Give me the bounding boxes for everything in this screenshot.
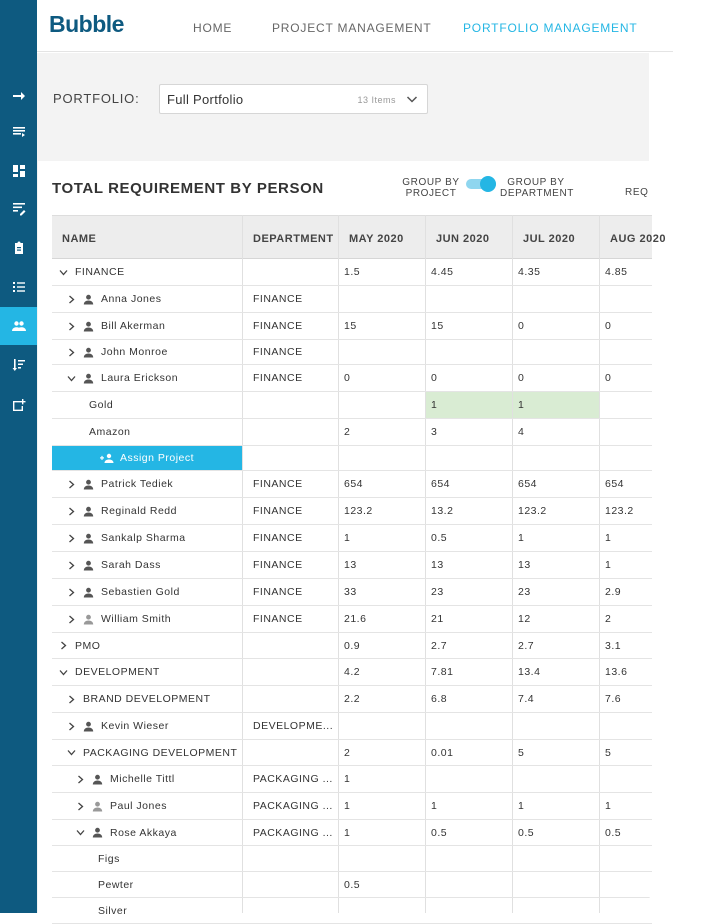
row-name: Silver [98,904,128,917]
row-name: William Smith [101,613,172,625]
chevron-right-icon[interactable] [67,322,76,331]
table-row[interactable] [52,633,652,659]
portfolio-dropdown[interactable] [159,84,428,114]
department-cell: FINANCE [253,346,303,358]
value-cell[interactable]: 4.2 [344,666,361,678]
name-cell [67,606,171,632]
chevron-right-icon[interactable] [67,507,76,516]
value-cell[interactable]: 0 [431,372,438,384]
department-cell: PACKAGING ... [253,826,333,839]
row-name: Bill Akerman [101,320,166,332]
row-name: John Monroe [101,346,168,358]
arrow-right-icon[interactable] [0,77,37,115]
person-icon [83,347,94,358]
table-row[interactable] [52,606,652,633]
value-cell[interactable]: 654 [605,478,625,490]
value-cell[interactable]: 1 [605,532,612,544]
highlighted-cell [426,392,512,418]
dashboard-icon[interactable] [0,152,37,190]
toggle-knob [480,176,496,192]
value-cell[interactable]: 15 [431,320,444,332]
name-cell [89,419,131,445]
table-row[interactable] [52,686,652,713]
card-title: TOTAL REQUIREMENT BY PERSON [52,180,324,197]
assign-project-button[interactable] [52,446,242,470]
value-cell[interactable]: 15 [344,320,357,332]
row-name: Sebastien Gold [101,586,180,598]
person-icon [83,533,94,544]
department-cell: FINANCE [253,586,303,598]
department-cell: PACKAGING ... [253,773,333,785]
name-cell [67,713,169,739]
sort-icon[interactable] [0,346,37,384]
assign-project-label: Assign Project [119,452,195,464]
value-cell[interactable]: 2.9 [605,586,622,598]
chevron-right-icon[interactable] [67,722,76,731]
header-department[interactable]: DEPARTMENT [253,233,334,245]
table-row[interactable] [52,313,652,340]
value-cell[interactable]: 13.2 [431,505,454,517]
people-add-icon [100,453,114,463]
table-row[interactable] [52,392,652,419]
row-name: Figs [98,852,120,865]
value-cell[interactable]: 33 [344,586,357,598]
value-cell[interactable]: 1 [431,399,438,411]
row-name: PMO [75,639,101,652]
name-cell [89,392,113,418]
value-cell[interactable]: 13.4 [518,666,541,678]
top-nav-bar [37,0,673,52]
department-cell: FINANCE [253,559,303,571]
table-row[interactable] [52,766,652,793]
name-cell [76,766,175,792]
table-row[interactable] [52,259,652,286]
row-name: FINANCE [75,266,125,278]
name-cell [67,286,161,312]
value-cell[interactable]: 123.2 [344,505,373,517]
department-cell: FINANCE [253,505,303,517]
row-name: Laura Erickson [101,372,179,384]
table-row[interactable] [52,340,652,365]
value-cell[interactable]: 1 [431,800,438,812]
portfolio-selected-value: Full Portfolio [167,92,244,107]
table-header [52,215,666,259]
value-cell[interactable]: 4.35 [518,266,541,278]
value-cell[interactable]: 7.4 [518,693,535,705]
nav-home[interactable]: HOME [193,21,233,35]
person-icon [83,294,94,305]
value-cell[interactable]: 2.7 [431,639,448,652]
name-cell [67,313,165,339]
value-cell[interactable]: 1 [518,399,525,411]
row-name: PACKAGING DEVELOPMENT [83,746,238,759]
person-icon [83,373,94,384]
value-cell[interactable]: 2.7 [518,639,535,652]
department-cell: FINANCE [253,478,303,490]
portfolio-label: PORTFOLIO: [53,91,140,106]
header-may-2020[interactable]: MAY 2020 [349,233,404,245]
toggle-label-department-text: GROUP BY DEPARTMENT [500,177,574,199]
name-cell [76,820,177,845]
chevron-right-icon[interactable] [67,295,76,304]
value-cell[interactable]: 123.2 [605,505,634,517]
value-cell[interactable]: 2 [605,613,612,625]
requirement-table [52,215,666,917]
value-cell[interactable]: 1 [605,559,612,571]
sidebar [0,0,37,913]
value-cell[interactable]: 654 [344,478,364,490]
toggle-label-project-text: GROUP BY PROJECT [402,177,460,199]
value-cell[interactable]: 0 [605,372,612,384]
value-cell[interactable]: 0.9 [344,639,361,652]
value-cell[interactable]: 7.81 [431,666,454,678]
header-name[interactable]: NAME [62,233,97,245]
person-icon [83,560,94,571]
name-cell [67,552,161,578]
value-cell[interactable]: 1.5 [344,266,361,278]
row-name: Reginald Redd [101,505,177,517]
chevron-down-icon[interactable] [76,828,85,837]
header-jun-2020[interactable]: JUN 2020 [436,233,490,245]
req-label: REQ [625,187,649,198]
bubble-logo[interactable]: Bubble [49,11,124,37]
department-cell: FINANCE [253,613,303,625]
name-cell [98,846,120,871]
toggle-label-project [398,177,464,199]
name-cell [67,686,211,712]
chevron-down-icon[interactable] [67,748,76,757]
header-aug-2020[interactable]: AUG 2020 [610,233,666,245]
value-cell[interactable]: 5 [605,746,612,759]
person-icon [83,506,94,517]
person-icon [83,479,94,490]
name-cell [98,872,134,897]
numbered-list-icon[interactable] [0,268,37,306]
table-row[interactable] [52,820,652,846]
chevron-down-icon[interactable] [59,668,68,677]
row-name: Michelle Tittl [110,773,175,785]
department-cell: FINANCE [253,293,303,305]
value-cell[interactable]: 0.01 [431,746,454,759]
edit-list-icon[interactable] [0,190,37,228]
department-cell: FINANCE [253,532,303,544]
chevron-down-icon [406,93,418,105]
row-name: Sankalp Sharma [101,532,186,544]
value-cell[interactable]: 0 [344,372,351,384]
value-cell[interactable]: 0.5 [431,532,448,544]
chevron-right-icon[interactable] [59,641,68,650]
person-icon [83,721,94,732]
value-cell[interactable]: 0.5 [518,826,535,839]
chevron-right-icon[interactable] [67,534,76,543]
value-cell[interactable]: 123.2 [518,505,547,517]
value-cell[interactable]: 0.5 [431,826,448,839]
value-cell[interactable]: 21.6 [344,613,367,625]
row-name: DEVELOPMENT [75,666,160,678]
value-cell[interactable]: 1 [344,800,351,812]
value-cell[interactable]: 0 [518,372,525,384]
value-cell[interactable]: 23 [518,586,531,598]
value-cell[interactable]: 13 [344,559,357,571]
department-cell: FINANCE [253,372,303,384]
people-icon[interactable] [0,307,37,345]
person-icon [83,321,94,332]
value-cell[interactable]: 1 [518,800,525,812]
group-by-toggle[interactable] [466,176,496,192]
highlighted-cell [513,392,599,418]
value-cell[interactable]: 1 [605,800,612,812]
value-cell[interactable]: 3 [431,426,438,438]
table-row[interactable] [52,740,652,766]
value-cell[interactable]: 0.5 [344,878,361,891]
table-row[interactable] [52,498,652,525]
value-cell[interactable]: 7.6 [605,693,622,705]
value-cell[interactable]: 0 [518,320,525,332]
department-cell: PACKAGING ... [253,800,333,812]
chevron-down-icon[interactable] [67,374,76,383]
row-name: Kevin Wieser [101,720,169,732]
name-cell [67,340,168,364]
table-row[interactable] [52,579,652,606]
row-name: BRAND DEVELOPMENT [83,693,211,705]
value-cell[interactable]: 5 [518,746,525,759]
department-cell: DEVELOPME... [253,720,334,732]
value-cell[interactable]: 4 [518,426,525,438]
value-cell[interactable]: 2.2 [344,693,361,705]
list-icon[interactable] [0,112,37,150]
name-cell [67,498,177,524]
table-row[interactable] [52,446,652,471]
chevron-right-icon[interactable] [67,480,76,489]
row-name: Paul Jones [110,800,167,812]
name-cell [98,898,127,923]
chevron-right-icon[interactable] [76,802,85,811]
person-icon [83,614,94,625]
table-row[interactable] [52,419,652,446]
value-cell[interactable]: 13.6 [605,666,628,678]
row-name: Rose Akkaya [110,826,177,839]
page-edge-curve [649,0,704,913]
portfolio-item-count: 13 Items [357,95,396,105]
row-name: Anna Jones [101,293,162,305]
value-cell[interactable]: 0.5 [605,826,622,839]
value-cell[interactable]: 1 [344,773,351,785]
chevron-right-icon[interactable] [67,615,76,624]
table-row[interactable] [52,713,652,740]
value-cell[interactable]: 12 [518,613,531,625]
nav-portfolio-management[interactable]: PORTFOLIO MANAGEMENT [463,21,638,35]
value-cell[interactable]: 1 [344,826,351,839]
department-cell: FINANCE [253,320,303,332]
name-cell [67,471,173,497]
chevron-right-icon[interactable] [67,561,76,570]
value-cell[interactable]: 13 [431,559,444,571]
name-cell [59,633,100,658]
name-cell [76,793,167,819]
value-cell[interactable]: 4.85 [605,266,628,278]
add-box-icon[interactable] [0,386,37,424]
clipboard-icon[interactable] [0,229,37,267]
person-icon [92,774,103,785]
table-row[interactable] [52,793,652,820]
value-cell[interactable]: 1 [344,532,351,544]
row-name: Patrick Tediek [101,478,174,490]
value-cell[interactable]: 2 [344,426,351,438]
person-icon [92,801,103,812]
value-cell[interactable]: 3.1 [605,639,622,652]
row-name: Pewter [98,878,134,891]
value-cell[interactable]: 6.8 [431,693,448,705]
table-row[interactable] [52,286,652,313]
person-icon [83,587,94,598]
toggle-label-department [500,177,572,199]
name-cell [59,259,125,285]
name-cell [67,525,186,551]
chevron-right-icon[interactable] [67,588,76,597]
table-row[interactable] [52,365,652,392]
table-row[interactable] [52,471,652,498]
chevron-right-icon[interactable] [67,348,76,357]
name-cell [67,579,180,605]
row-name: Gold [89,399,114,411]
value-cell[interactable]: 654 [518,478,538,490]
value-cell[interactable]: 13 [518,559,531,571]
table-row[interactable] [52,659,652,686]
value-cell[interactable]: 21 [431,613,444,625]
row-name: Amazon [89,426,131,438]
nav-project-management[interactable]: PROJECT MANAGEMENT [272,21,432,35]
chevron-right-icon[interactable] [76,775,85,784]
header-jul-2020[interactable]: JUL 2020 [523,233,576,245]
table-row[interactable] [52,552,652,579]
value-cell[interactable]: 1 [518,532,525,544]
row-name: Sarah Dass [101,559,161,571]
value-cell[interactable]: 23 [431,586,444,598]
value-cell[interactable]: 654 [431,478,451,490]
table-row[interactable] [52,525,652,552]
name-cell [59,659,160,685]
table-row[interactable] [52,846,652,872]
chevron-right-icon[interactable] [67,695,76,704]
chevron-down-icon[interactable] [59,268,68,277]
name-cell [67,740,237,765]
value-cell[interactable]: 4.45 [431,266,454,278]
value-cell[interactable]: 0 [605,320,612,332]
name-cell [67,365,178,391]
person-icon [92,827,103,838]
table-row[interactable] [52,898,652,924]
value-cell[interactable]: 2 [344,746,351,759]
table-row[interactable] [52,872,652,898]
